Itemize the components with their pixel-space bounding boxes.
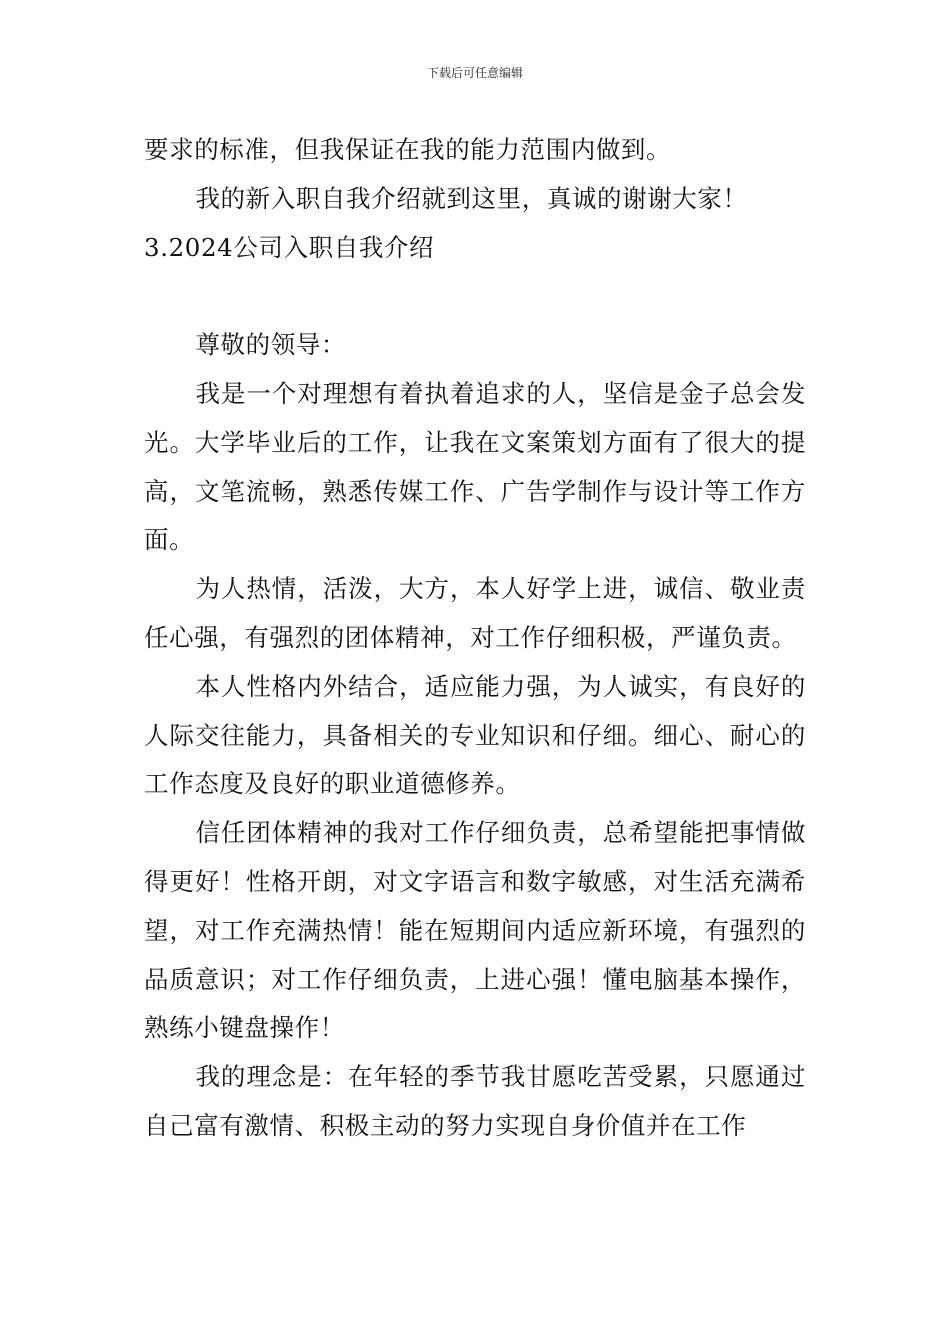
paragraph-philosophy: 我的理念是：在年轻的季节我甘愿吃苦受累，只愿通过自己富有激情、积极主动的努力实现自身价值并在工作 — [144, 1062, 806, 1140]
paragraph-ideal: 我是一个对理想有着执着追求的人，坚信是金子总会发光。大学毕业后的工作，让我在文案策划方面有了很大的提高，文笔流畅，熟悉传媒工作、广告学制作与设计等工作方面。 — [144, 378, 806, 555]
blank-line — [144, 272, 806, 321]
salutation: 尊敬的领导： — [195, 330, 347, 360]
paragraph-character: 本人性格内外结合，适应能力强，为人诚实，有良好的人际交往能力，具备相关的专业知识和仔细。细心、耐心的工作态度及良好的职业道德修养。 — [144, 671, 806, 799]
paragraph-continuation: 要求的标准，但我保证在我的能力范围内做到。 — [144, 135, 672, 164]
document-body — [144, 126, 806, 1151]
paragraph-teamwork: 信任团体精神的我对工作仔细负责，总希望能把事情做得更好！性格开朗，对文字语言和数字敏感，对生活充满希望，对工作充满热情！能在短期间内适应新环境，有强烈的品质意识；对工作仔细负责，上进心强！懂电脑基本操作，熟练小键盘操作！ — [144, 818, 806, 1043]
paragraph-closing: 我的新入职自我介绍就到这里，真诚的谢谢大家！ — [195, 183, 748, 213]
paragraph-personality: 为人热情，活泼，大方，本人好学上进，诚信、敬业责任心强，有强烈的团体精神，对工作仔细积极，严谨负责。 — [144, 574, 806, 652]
section-heading: 3.2024公司入职自我介绍 — [144, 232, 435, 262]
page-header: 下载后可任意编辑 — [426, 66, 523, 80]
